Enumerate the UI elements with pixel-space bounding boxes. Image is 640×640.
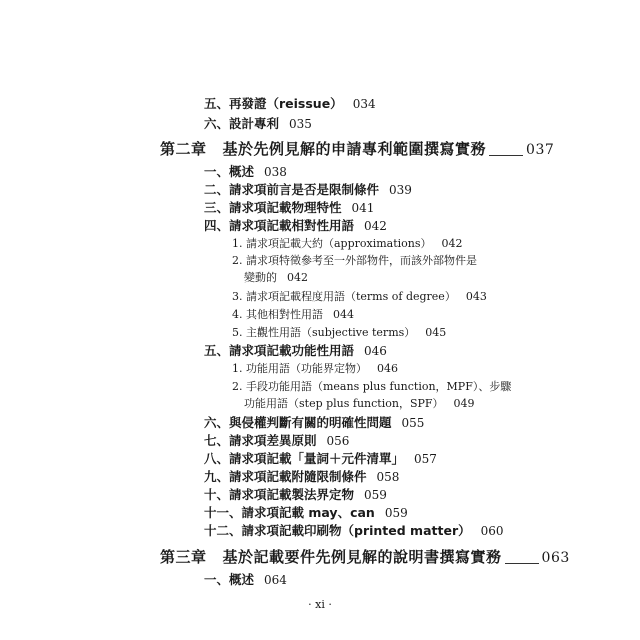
entry-page: 034 xyxy=(352,97,376,111)
entry-page: 038 xyxy=(264,165,287,179)
entry-text: 十一、請求項記載 may、can xyxy=(204,505,375,520)
entry-page: 059 xyxy=(384,506,408,520)
entry-text: 功能用語（step plus function，SPF） xyxy=(244,397,444,410)
entry-text: 3. 請求項記載程度用語（terms of degree） xyxy=(232,290,456,303)
entry-page: 035 xyxy=(289,117,312,131)
entry-page: 059 xyxy=(364,488,387,502)
toc-entry xyxy=(204,574,287,587)
entry-text: 2. 手段功能用語（means plus function，MPF）、步驟 xyxy=(232,380,512,393)
entry-text: 三、請求項記載物理特性 xyxy=(204,200,342,215)
entry-text: 變動的 xyxy=(244,271,277,284)
chapter-label: 第二章 xyxy=(160,140,207,158)
entry-page: 057 xyxy=(414,452,437,466)
chapter-label: 第三章 xyxy=(160,548,207,566)
leader-line xyxy=(489,155,523,156)
page-number: · xi · xyxy=(308,598,332,611)
toc-subentry-continuation xyxy=(244,272,308,283)
entry-page: 056 xyxy=(326,434,350,448)
toc-entry xyxy=(204,166,287,179)
toc-subentry xyxy=(232,309,354,320)
entry-text: 一、概述 xyxy=(204,572,255,587)
toc-entry xyxy=(204,98,376,111)
entry-page: 043 xyxy=(465,290,487,303)
chapter-title: 基於記載要件先例見解的說明書撰寫實務 xyxy=(222,548,502,566)
entry-text: 六、與侵權判斷有關的明確性問題 xyxy=(204,415,392,430)
chapter-title: 基於先例見解的申請專利範圍撰寫實務 xyxy=(222,140,487,158)
entry-page: 039 xyxy=(389,183,412,197)
entry-page: 058 xyxy=(376,470,400,484)
toc-subentry xyxy=(232,363,398,374)
entry-text: 八、請求項記載「量詞＋元件清單」 xyxy=(204,451,405,466)
toc-entry xyxy=(204,453,437,466)
chapter-page: 037 xyxy=(526,142,555,158)
entry-page: 049 xyxy=(453,397,475,410)
toc-entry xyxy=(204,202,374,215)
toc-subentry xyxy=(232,238,463,249)
entry-text: 一、概述 xyxy=(204,164,255,179)
entry-page: 046 xyxy=(364,344,387,358)
toc-entry xyxy=(204,489,387,502)
toc-entry xyxy=(204,417,424,430)
toc-entry xyxy=(204,471,399,484)
entry-page: 044 xyxy=(333,308,354,321)
entry-text: 六、設計專利 xyxy=(204,116,280,131)
entry-page: 055 xyxy=(401,416,425,430)
entry-text: 十二、請求項記載印刷物（printed matter） xyxy=(204,523,471,538)
entry-text: 二、請求項前言是否是限制條件 xyxy=(204,182,380,197)
entry-text: 四、請求項記載相對性用語 xyxy=(204,218,355,233)
entry-page: 064 xyxy=(264,573,287,587)
chapter-heading xyxy=(160,142,554,157)
entry-page: 042 xyxy=(441,237,463,250)
leader-line xyxy=(505,563,539,564)
entry-page: 041 xyxy=(351,201,375,215)
toc-subentry-continuation xyxy=(244,398,475,409)
chapter-heading xyxy=(160,550,570,565)
entry-page: 045 xyxy=(425,326,447,339)
entry-text: 五、請求項記載功能性用語 xyxy=(204,343,355,358)
chapter-page: 063 xyxy=(541,550,570,566)
entry-text: 十、請求項記載製法界定物 xyxy=(204,487,355,502)
toc-subentry xyxy=(232,291,487,302)
toc-subentry xyxy=(232,381,511,392)
entry-text: 七、請求項差異原則 xyxy=(204,433,317,448)
entry-text: 4. 其他相對性用語 xyxy=(232,308,323,321)
toc-entry xyxy=(204,220,387,233)
toc-entry xyxy=(204,184,412,197)
entry-text: 五、再發證（reissue） xyxy=(204,96,343,111)
toc-entry xyxy=(204,525,504,538)
toc-entry xyxy=(204,507,408,520)
entry-text: 2. 請求項特徵參考至一外部物件，而該外部物件是 xyxy=(232,254,477,267)
toc-subentry xyxy=(232,255,477,266)
toc-entry xyxy=(204,435,349,448)
entry-text: 1. 功能用語（功能界定物） xyxy=(232,362,367,375)
entry-page: 042 xyxy=(364,219,387,233)
entry-page: 046 xyxy=(377,362,398,375)
entry-text: 九、請求項記載附隨限制條件 xyxy=(204,469,367,484)
entry-page: 042 xyxy=(287,271,308,284)
entry-text: 1. 請求項記載大約（approximations） xyxy=(232,237,432,250)
entry-text: 5. 主觀性用語（subjective terms） xyxy=(232,326,416,339)
toc-entry xyxy=(204,345,387,358)
toc-entry xyxy=(204,118,312,131)
entry-page: 060 xyxy=(480,524,504,538)
toc-subentry xyxy=(232,327,446,338)
